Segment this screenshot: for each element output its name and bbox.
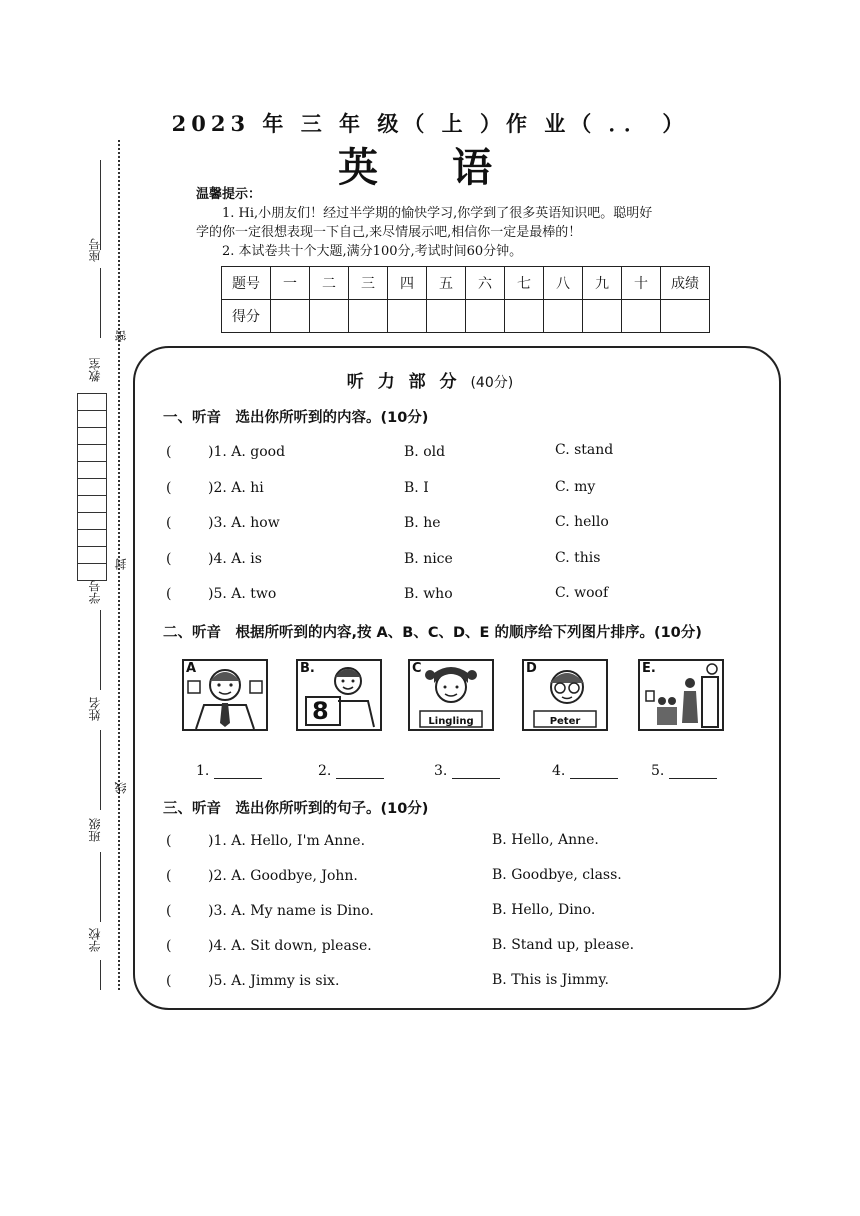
school-label: 学校 [88,928,102,952]
class-label: 班级 [88,818,102,842]
tip2: 2. 本试卷共十个大题,满分100分,考试时间60分钟。 [222,244,523,259]
tip1-line1: 1. Hi,小朋友们！经过半学期的愉快学习,你学到了很多英语知识吧。聪明好 [222,206,653,221]
score-header-cell: 十 [622,267,661,300]
class-write-line [100,852,101,922]
score-row-label: 得分 [222,300,271,333]
score-header-cell: 七 [505,267,544,300]
subject-title: 英 语 [338,144,522,191]
answer-paren[interactable]: ( [166,444,172,460]
s3-q1-option-b: B. Hello, Anne. [492,832,599,848]
score-header-cell: 四 [388,267,427,300]
s3-q5-option-a: )5. A. Jimmy is six. [208,973,340,989]
s3-q4-option-b: B. Stand up, please. [492,937,635,953]
listening-title-text: 听 力 部 分 [346,372,461,392]
feng-label: 封 [114,558,128,570]
score-table-header-row [222,267,710,300]
blank-number: 5. [651,763,665,779]
s3-q2-option-b: B. Goodbye, class. [492,867,622,883]
picture-letter: A [186,661,197,676]
order-blank-5[interactable] [651,763,717,779]
s1-q3-option-c: C. hello [555,514,609,530]
blank-number: 2. [318,763,332,779]
answer-paren[interactable]: ( [166,938,172,954]
s3-q4-option-a: )4. A. Sit down, please. [208,938,372,954]
answer-paren[interactable]: ( [166,833,172,849]
s1-q3-option-b: B. he [404,515,441,531]
score-header-cell: 五 [427,267,466,300]
tip1-line2: 学的你一定很想表现一下自己,来尽情展示吧,相信你一定是最棒的！ [196,225,582,240]
section3-title: 三、听音 选出你所听到的句子。(10分) [163,801,429,817]
score-cell[interactable] [505,300,544,333]
answer-paren[interactable]: ( [166,515,172,531]
s3-q2-option-a: )2. A. Goodbye, John. [208,868,358,884]
order-blank-4[interactable] [552,763,618,779]
score-table-score-row [222,300,710,333]
classroom-label: 教室 [88,358,102,382]
s1-q1-option-a: )1. A. good [208,444,286,460]
order-blank-2[interactable] [318,763,384,779]
score-cell[interactable] [349,300,388,333]
score-header-cell: 九 [583,267,622,300]
section2-title: 二、听音 根据所听到的内容,按 A、B、C、D、E 的顺序给下列图片排序。(10分) [163,625,702,641]
score-cell[interactable] [583,300,622,333]
student-number-grid [77,393,107,581]
s1-q3-option-a: )3. A. how [208,515,280,531]
blank-number: 4. [552,763,566,779]
tips-heading: 温馨提示： [196,187,262,202]
picture-letter: D [526,661,537,676]
blank-number: 1. [196,763,210,779]
answer-paren[interactable]: ( [166,868,172,884]
name-write-line [100,730,101,810]
score-header-cell: 八 [544,267,583,300]
score-cell[interactable] [466,300,505,333]
listening-title [0,367,860,392]
s1-q4-option-a: )4. A. is [208,551,262,567]
picture-b-number: 8 [312,697,329,725]
s1-q1-option-c: C. stand [555,442,614,458]
order-blank-1[interactable] [196,763,262,779]
s1-q2-option-b: B. I [404,480,429,496]
s3-q5-option-b: B. This is Jimmy. [492,972,609,988]
s3-q3-option-b: B. Hello, Dino. [492,902,596,918]
s3-q3-option-a: )3. A. My name is Dino. [208,903,374,919]
answer-paren[interactable]: ( [166,586,172,602]
score-header-cell: 三 [349,267,388,300]
picture-a [182,659,268,731]
xian-label: 线 [114,782,128,794]
score-cell[interactable] [271,300,310,333]
score-header-cell: 二 [310,267,349,300]
score-cell[interactable] [544,300,583,333]
score-header-cell: 一 [271,267,310,300]
picture-letter: C [412,661,422,676]
score-cell[interactable] [427,300,466,333]
s1-q1-option-b: B. old [404,444,446,460]
man-with-tie-icon [184,661,266,729]
s1-q2-option-c: C. my [555,479,596,495]
picture-caption: Lingling [428,716,474,727]
student-no-write-line [100,610,101,690]
listening-score: (40分) [470,375,514,391]
s1-q4-option-b: B. nice [404,551,453,567]
score-header-cell: 六 [466,267,505,300]
s1-q5-option-a: )5. A. two [208,586,277,602]
picture-c [408,659,494,731]
score-cell[interactable] [388,300,427,333]
blank-number: 3. [434,763,448,779]
score-cell[interactable] [310,300,349,333]
s1-q2-option-a: )2. A. hi [208,480,264,496]
picture-letter: E. [642,661,656,676]
answer-paren[interactable]: ( [166,480,172,496]
s1-q5-option-b: B. who [404,586,453,602]
mi-label: 密 [114,330,128,342]
score-cell[interactable] [661,300,710,333]
s1-q4-option-c: C. this [555,550,601,566]
s1-q5-option-c: C. woof [555,585,609,601]
score-table [221,266,710,333]
exam-title: 2023 年 三 年 级（ 上 ）作 业（ ．． ） [171,111,689,136]
student-no-label: 学号 [88,580,102,604]
picture-b [296,659,382,731]
picture-d [522,659,608,731]
school-write-line [100,960,101,990]
answer-paren[interactable]: ( [166,903,172,919]
order-blank-3[interactable] [434,763,500,779]
score-header-cell: 题号 [222,267,271,300]
score-cell[interactable] [622,300,661,333]
name-label: 姓名 [88,697,102,721]
answer-paren[interactable]: ( [166,551,172,567]
picture-e [638,659,724,731]
score-header-cell: 成绩 [661,267,710,300]
picture-letter: B. [300,661,315,676]
s3-q1-option-a: )1. A. Hello, I'm Anne. [208,833,366,849]
section1-title: 一、听音 选出你所听到的内容。(10分) [163,410,429,426]
picture-caption: Peter [549,716,581,727]
answer-paren[interactable]: ( [166,973,172,989]
seat-label: 座号 [88,238,102,262]
seat-write-line-2 [100,268,101,338]
